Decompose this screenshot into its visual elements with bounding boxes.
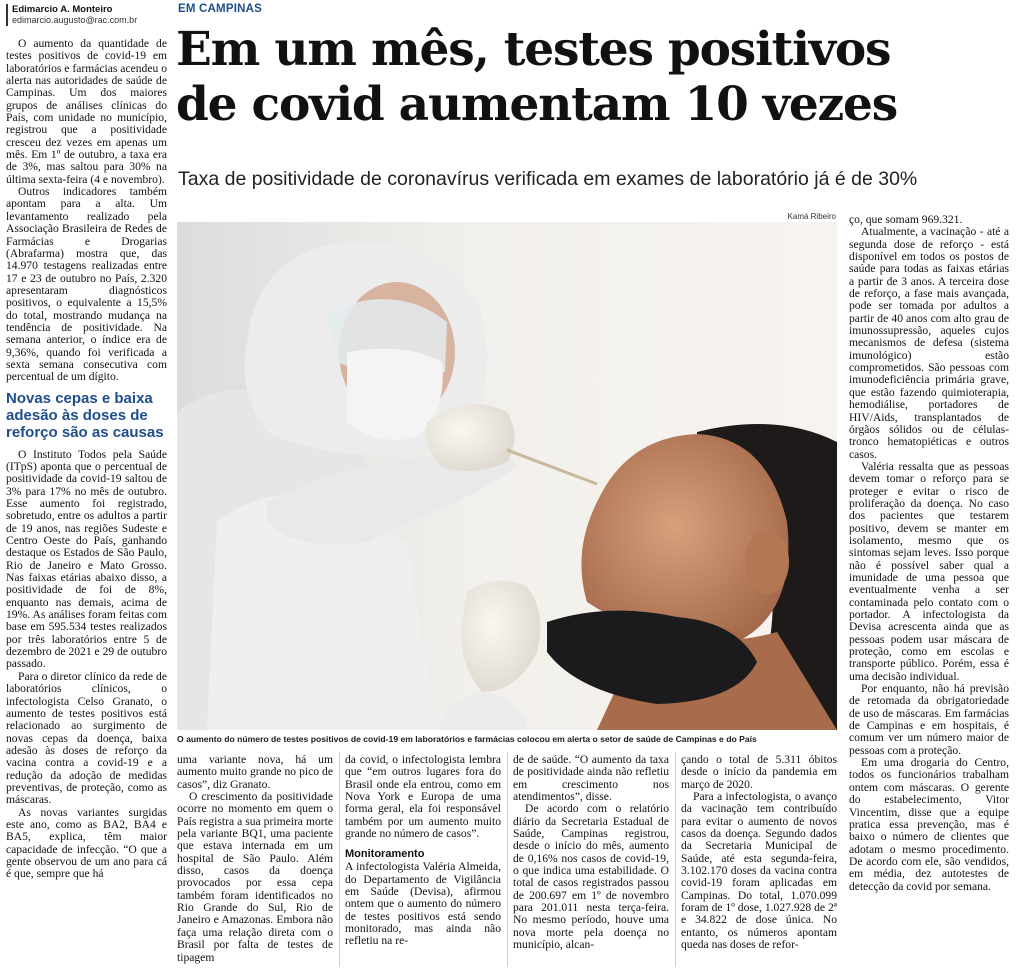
news-photo xyxy=(177,222,837,730)
paragraph: uma variante nova, há um aumento muito grande no pico de casos”, diz Granato. xyxy=(177,754,333,791)
byline xyxy=(6,4,168,26)
article-column-5 xyxy=(681,754,837,968)
article-column-2 xyxy=(177,754,333,968)
paragraph: Por enquanto, não há previsão de retomada da obrigatoriedade de uso de máscaras. Em farmácias de Campinas e em hospitais, é comum ver um número maior de pessoas com a proteção. xyxy=(849,682,1009,757)
paragraph: da covid, o infectologista lembra que “em outros lugares fora do Brasil onde ela entrou, como em Nova York e Europa de uma forma geral, ela foi responsável também por um aumento muito grande no número de casos”. xyxy=(345,754,501,841)
paragraph: A infectologista Valéria Almeida, do Departamento de Vigilância em Saúde (Devisa), afirmou ontem que o aumento do número de testes positivos está sendo monitorado, mas ainda não refletiu na re- xyxy=(345,860,501,948)
section-heading: Monitoramento xyxy=(345,848,425,861)
article-column-1 xyxy=(6,38,167,968)
paragraph: O aumento da quantidade de testes positivos de covid-19 em laboratórios e farmácias acendeu o alerta nas autoridades de saúde de Campinas. Um dos maiores grupos de análises clínicas do País, com unidade no município, registrou que a positividade cresceu dez vezes em apenas um mês. Em 1º de outubro, a taxa era de 3%, mas saltou para 30% na última sexta-feira (4 e novembro). xyxy=(6,38,167,186)
paragraph: Valéria ressalta que as pessoas devem tomar o reforço para se proteger e evitar o risco de proliferação da doença. No caso dos pacientes que testarem positivo, devem se manter em isolamento, mesmo que os sintomas sejam leves. Isso porque não é possível saber qual a imunidade de uma pessoa que eventualmente venha a ser contaminada pelo contato com o portador. A infectologista da Devisa acrescenta ainda que as pessoas podem usar máscara de proteção, como em escolas e transporte público. Porém, essa é uma decisão individual. xyxy=(849,459,1009,683)
paragraph: O Instituto Todos pela Saúde (ITpS) aponta que o percentual de positividade da covid-19 saltou de 3% para 17% no mês de outubro. Esse aumento foi registrado, sobretudo, entre os adultos a partir de 19 anos, nas regiões Sudeste e Centro Oeste do País, ganhando destaque os Estados de São Paulo, Rio de Janeiro e Mato Grosso. Nas faixas etárias abaixo disso, a positividade de foi de 8%, enquanto nas demais, acima de 19%. As análises foram feitas com base em 595.534 testes realizados por três laboratórios entre 5 de dezembro de 2021 e 29 de outubro passado. xyxy=(6,447,167,671)
section-subtitle: Novas cepas e baixa adesão às doses de reforço são as causas xyxy=(6,389,164,441)
paragraph: ço, que somam 969.321. xyxy=(849,214,963,226)
headline xyxy=(176,22,1006,132)
paragraph: Para o diretor clínico da rede de laboratórios clínicos, o infectologista Celso Granato, o aumento de testes positivos está relacionado ao surgimento de novas cepas da doença, baixa adesão às doses de reforço da vacina contra a covid-19 e a redução da adoção de medidas preventivas, de proteção, como as máscaras. xyxy=(6,669,167,807)
article-column-3 xyxy=(345,754,501,968)
photo-caption: O aumento do número de testes positivos de covid-19 em laboratórios e farmácias colocou em alerta o setor de saúde de Campinas e do País xyxy=(177,734,757,744)
paragraph: Outros indicadores também apontam para a alta. Um levantamento realizado pela Associação Brasileira de Redes de Farmácias e Drogarias (Abrafarma) mostra que, das 14.970 testagens realizadas entre 17 e 23 de outubro no País, 2.320 apresentaram diagnósticos positivos, o equivalente a 15,5% do total, mostrando mudança na tendência de positividade. Na semana anterior, o índice era de 9,36%, quando foi verificada a sexta semana consecutiva com percentual de um dígito. xyxy=(6,185,167,384)
author-name: Edimarcio A. Monteiro xyxy=(12,4,113,15)
paragraph: de de saúde. “O aumento da taxa de positividade ainda não refletiu em crescimento nos atendimentos”, disse. xyxy=(513,754,669,804)
article-column-4 xyxy=(513,754,669,968)
headline-line-2: de covid aumentam 10 vezes xyxy=(176,77,898,132)
paragraph: Para a infectologista, o avanço da vacinação tem contribuído para evitar o aumento de novos casos da doença. Segundo dados da Secretaria Municipal de Saúde, até esta segunda-feira, 3.102.170 doses da vacina contra covid-19 foram aplicadas em Campinas. Do total, 1.070.099 foram de 1º dose, 1.027.928 de 2ª e 34.822 de dose única. No entanto, os números apontam queda nas doses de refor- xyxy=(681,790,837,952)
photo-credit: Kamá Ribeiro xyxy=(787,212,836,221)
headline-line-1: Em um mês, testes positivos xyxy=(176,22,891,77)
column-divider xyxy=(339,752,340,967)
paragraph: çando o total de 5.311 óbitos desde o início da pandemia em março de 2020. xyxy=(681,754,837,791)
paragraph: De acordo com o relatório diário da Secretaria Estadual de Saúde, Campinas registrou, desde o início do mês, aumento de 0,16% nos casos de covid-19, o que indica uma estabilidade. O total de casos registrados passou de 200.697 em 1º de novembro para 201.011 nesta terça-feira. No mesmo período, houve uma nova morte pela doença no município, alcan- xyxy=(513,802,669,952)
column-divider xyxy=(675,752,676,967)
paragraph: O crescimento da positividade ocorre no momento em quem o País registra a sua primeira morte pela variante BQ1, uma paciente que estava internada em um hospital de São Paulo. Além disso, casos da doença provocados por essa cepa também foram identificados no Rio Grande do Sul, Rio de Janeiro e Amazonas. Embora não faça uma relação direta com o Brasil por falta de testes de tipagem xyxy=(177,790,333,964)
column-divider xyxy=(507,752,508,967)
paragraph: Atualmente, a vacinação - até a segunda dose de reforço - está disponível em todos os postos de saúde para todas as faixas etárias a partir de 3 anos. A terceira dose de reforço, a fase mais avançada, pode ser tomada por adultos a partir de 40 anos com alto grau de imunossupressão, aqueles cujos mecanismos de defesa (sistema imunológico) estão comprometidos. São pessoas com imunodeficiência primária grave, que estão fazendo quimioterapia, hemodiálise, portadores de HIV/Aids, transplantados de órgãos sólidos ou de células-tronco hematopiéticas e outros casos. xyxy=(849,225,1009,461)
paragraph: Em uma drogaria do Centro, todos os funcionários trabalham ontem com máscaras. O gerente do estabelecimento, Vitor Vincentim, disse que a equipe pratica essa prevenção, mas é baixo o número de clientes que adotam o mesmo procedimento. De acordo com ele, são vendidos, em média, dez autotestes de detecção da covid por semana. xyxy=(849,756,1009,893)
subheadline: Taxa de positividade de coronavírus verificada em exames de laboratório já é de 30% xyxy=(178,168,918,190)
section-kicker: EM CAMPINAS xyxy=(178,3,262,15)
article-column-6 xyxy=(849,214,1009,968)
author-email: edimarcio.augusto@rac.com.br xyxy=(12,15,138,25)
paragraph: As novas variantes surgidas este ano, como as BA2, BA4 e BA5, explica, têm maior capacidade de infecção. “O que a gente observou de um ano para cá é que, sempre que há xyxy=(6,805,167,881)
